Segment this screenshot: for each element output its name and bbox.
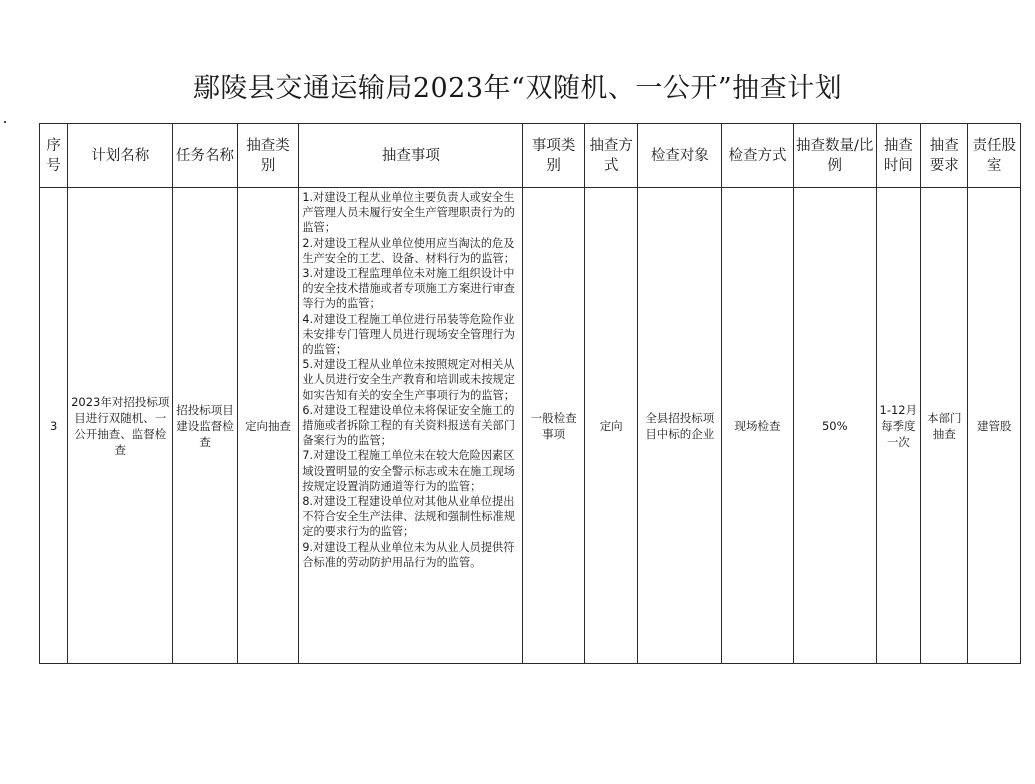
cell-check-object: 全县招投标项目中标的企业 xyxy=(638,188,722,664)
header-task-name: 任务名称 xyxy=(173,124,238,188)
check-item: 9.对建设工程从业单位未为从业人员提供符合标准的劳动防护用品行为的监管。 xyxy=(302,540,515,569)
header-seq: 序号 xyxy=(40,124,68,188)
header-check-requirement: 抽查要求 xyxy=(921,124,968,188)
header-check-time: 抽查时间 xyxy=(876,124,920,188)
header-responsible-dept: 责任股室 xyxy=(968,124,1021,188)
header-check-object: 检查对象 xyxy=(638,124,722,188)
check-item: 3.对建设工程监理单位未对施工组织设计中的安全技术措施或者专项施工方案进行审查等行为的监管； xyxy=(302,267,515,311)
header-check-items: 抽查事项 xyxy=(299,124,523,188)
cell-check-category: 定向抽查 xyxy=(237,188,299,664)
check-item: 4.对建设工程施工单位进行吊装等危险作业未安排专门管理人员进行现场安全管理行为的监管； xyxy=(302,312,515,357)
table-row xyxy=(40,188,1021,664)
cell-check-time: 1-12月每季度一次 xyxy=(876,188,920,664)
cell-check-method: 现场检查 xyxy=(722,188,794,664)
header-item-category: 事项类别 xyxy=(523,124,585,188)
check-item: 2.对建设工程从业单位使用应当淘汰的危及生产安全的工艺、设备、材料行为的监管； xyxy=(302,236,515,265)
check-item: 6.对建设工程建设单位未将保证安全施工的措施或者拆除工程的有关资料报送有关部门备案行为的监管； xyxy=(302,403,515,448)
header-check-ratio: 抽查数量/比例 xyxy=(793,124,876,188)
cell-seq: 3 xyxy=(40,188,68,664)
scan-mark xyxy=(4,121,6,123)
header-row xyxy=(40,124,1021,188)
check-item: 5.对建设工程从业单位未按照规定对相关从业人员进行安全生产教育和培训或未按规定如实告知有关的安全生产事项行为的监管； xyxy=(302,358,515,402)
cell-item-category: 一般检查事项 xyxy=(523,188,585,664)
header-check-category: 抽查类别 xyxy=(237,124,299,188)
cell-check-requirement: 本部门抽查 xyxy=(921,188,968,664)
check-item: 8.对建设工程建设单位对其他从业单位提出不符合安全生产法律、法规和强制性标准规定的要求行为的监管； xyxy=(302,495,515,539)
check-item: 1.对建设工程从业单位主要负责人或安全生产管理人员未履行安全生产管理职责行为的监管； xyxy=(302,191,515,235)
check-item: 7.对建设工程施工单位未在较大危险因素区域设置明显的安全警示标志或未在施工现场按规定设置消防通道等行为的监管； xyxy=(302,449,515,493)
inspection-plan-table xyxy=(39,123,1021,664)
document-title: 鄢陵县交通运输局2023年“双随机、一公开”抽查计划 xyxy=(192,73,843,104)
header-check-mode: 抽查方式 xyxy=(584,124,637,188)
cell-task-name: 招投标项目建设监督检查 xyxy=(173,188,238,664)
check-items-list xyxy=(302,190,518,661)
cell-responsible-dept: 建管股 xyxy=(968,188,1021,664)
header-plan-name: 计划名称 xyxy=(68,124,173,188)
cell-check-mode: 定向 xyxy=(584,188,637,664)
header-check-method: 检查方式 xyxy=(722,124,794,188)
cell-check-ratio: 50% xyxy=(793,188,876,664)
cell-check-items xyxy=(299,188,523,664)
cell-plan-name: 2023年对招投标项目进行双随机、一公开抽查、监督检查 xyxy=(68,188,173,664)
